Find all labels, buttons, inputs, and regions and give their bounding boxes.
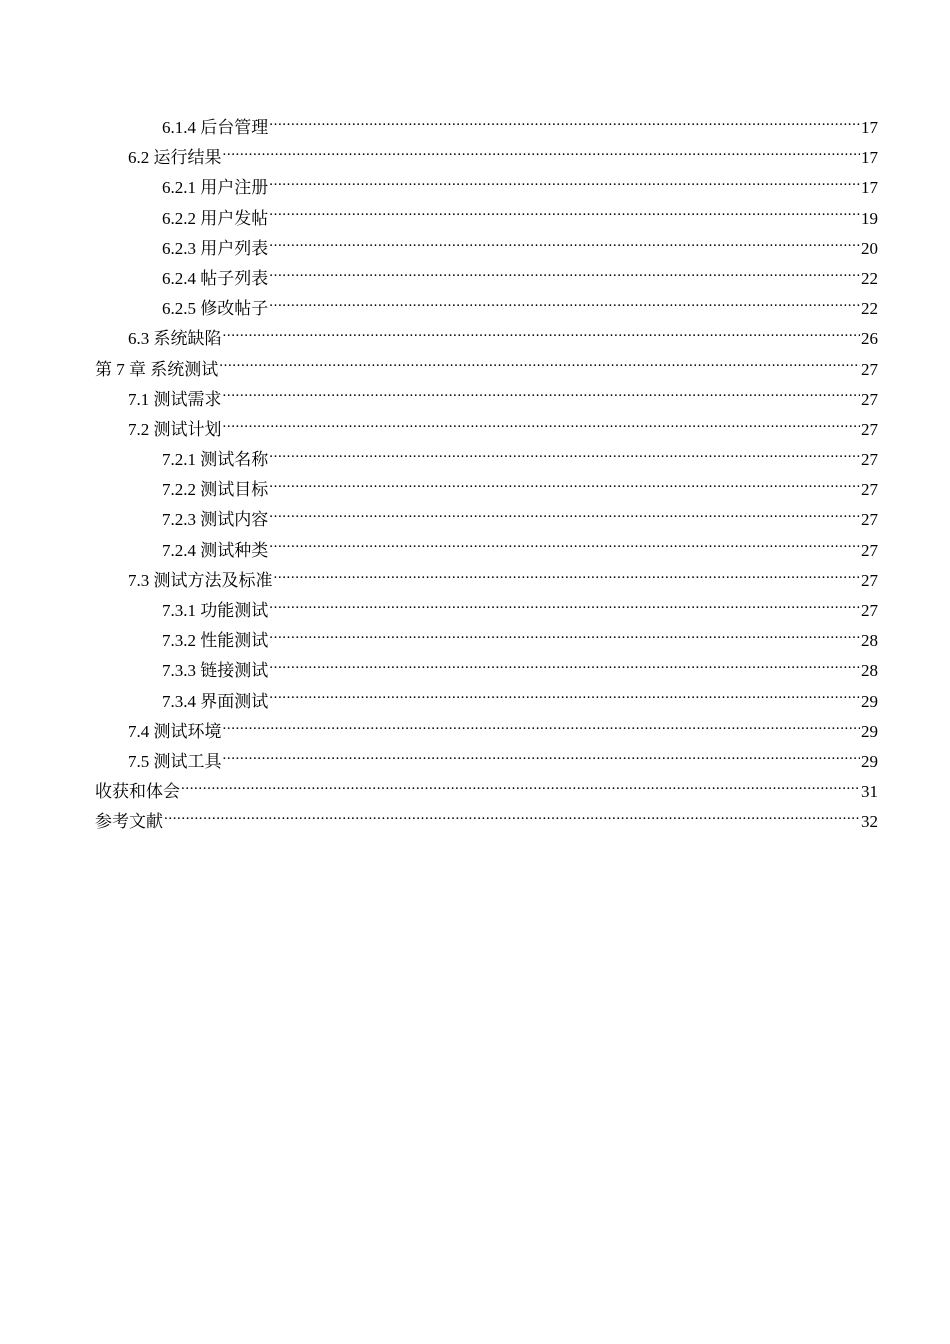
toc-entry[interactable] <box>95 566 878 596</box>
toc-entry[interactable] <box>95 234 878 264</box>
dot-leader <box>269 237 860 254</box>
toc-entry-page-number: 29 <box>861 721 878 741</box>
toc-entry-title: 6.2.1 用户注册 <box>162 178 269 198</box>
toc-entry-page-number: 27 <box>861 450 878 470</box>
toc-entry-title: 7.2 测试计划 <box>128 419 222 439</box>
toc-entry-page-number: 17 <box>861 118 878 137</box>
toc-entry[interactable] <box>95 656 878 686</box>
toc-entry-page-number: 17 <box>861 148 878 168</box>
toc-entry[interactable] <box>95 113 878 143</box>
dot-leader <box>269 267 860 284</box>
toc-entry[interactable] <box>95 385 878 415</box>
toc-entry-title: 7.1 测试需求 <box>128 389 222 409</box>
toc-entry-page-number: 27 <box>861 359 878 379</box>
toc-entry-title: 7.2.2 测试目标 <box>162 480 269 500</box>
toc-entry[interactable] <box>95 204 878 234</box>
toc-entry[interactable] <box>95 505 878 535</box>
dot-leader <box>269 448 860 465</box>
dot-leader <box>223 418 861 435</box>
toc-entry-page-number: 31 <box>861 782 878 802</box>
toc-entry-title: 7.2.4 测试种类 <box>162 540 269 560</box>
toc-entry[interactable] <box>95 143 878 173</box>
toc-entry-title: 7.3.4 界面测试 <box>162 691 269 711</box>
toc-entry-page-number: 29 <box>861 691 878 711</box>
toc-entry-page-number: 22 <box>861 299 878 319</box>
toc-entry-page-number: 19 <box>861 208 878 228</box>
toc-entry[interactable] <box>95 596 878 626</box>
toc-entry-title: 6.2.2 用户发帖 <box>162 208 269 228</box>
toc-entry-title: 收获和体会 <box>95 782 180 802</box>
toc-entry-title: 第 7 章 系统测试 <box>95 359 219 379</box>
toc-entry[interactable] <box>95 717 878 747</box>
dot-leader <box>269 659 860 676</box>
toc-entry[interactable] <box>95 687 878 717</box>
toc-entry-title: 6.1.4 后台管理 <box>162 118 269 137</box>
toc-entry-page-number: 22 <box>861 268 878 288</box>
toc-entry-page-number: 29 <box>861 751 878 771</box>
toc-entry-page-number: 27 <box>861 389 878 409</box>
toc-entry-title: 7.2.3 测试内容 <box>162 510 269 530</box>
toc-entry[interactable] <box>95 264 878 294</box>
table-of-contents <box>95 113 878 838</box>
dot-leader <box>269 478 860 495</box>
toc-entry-title: 7.5 测试工具 <box>128 751 222 771</box>
dot-leader <box>269 599 860 616</box>
toc-entry-page-number: 20 <box>861 238 878 258</box>
toc-entry-page-number: 17 <box>861 178 878 198</box>
toc-entry-page-number: 26 <box>861 329 878 349</box>
toc-entry-title: 6.3 系统缺陷 <box>128 329 222 349</box>
dot-leader <box>181 780 860 797</box>
toc-entry-title: 6.2.4 帖子列表 <box>162 268 269 288</box>
toc-entry[interactable] <box>95 324 878 354</box>
toc-entry-title: 参考文献 <box>95 812 163 832</box>
toc-entry-title: 6.2.5 修改帖子 <box>162 299 269 319</box>
dot-leader <box>269 629 860 646</box>
dot-leader <box>164 810 860 827</box>
toc-entry[interactable] <box>95 626 878 656</box>
toc-entry[interactable] <box>95 536 878 566</box>
dot-leader <box>223 146 861 163</box>
dot-leader <box>269 207 860 224</box>
toc-entry-page-number: 27 <box>861 419 878 439</box>
toc-entry-page-number: 27 <box>861 510 878 530</box>
dot-leader <box>223 327 861 344</box>
toc-entry[interactable] <box>95 777 878 807</box>
toc-entry-page-number: 28 <box>861 661 878 681</box>
dot-leader <box>223 750 861 767</box>
toc-entry-title: 7.3.3 链接测试 <box>162 661 269 681</box>
dot-leader <box>269 116 860 133</box>
toc-entry-title: 6.2 运行结果 <box>128 148 222 168</box>
dot-leader <box>223 720 861 737</box>
dot-leader <box>269 508 860 525</box>
toc-entry-page-number: 28 <box>861 631 878 651</box>
toc-entry[interactable] <box>95 294 878 324</box>
toc-entry[interactable] <box>95 173 878 203</box>
toc-entry[interactable] <box>95 415 878 445</box>
toc-entry-page-number: 27 <box>861 601 878 620</box>
toc-entry-page-number: 27 <box>861 570 878 590</box>
dot-leader <box>223 388 861 405</box>
dot-leader <box>269 176 860 193</box>
toc-entry[interactable] <box>95 355 878 385</box>
toc-entry-title: 7.3.1 功能测试 <box>162 601 269 620</box>
toc-entry-title: 6.2.3 用户列表 <box>162 238 269 258</box>
toc-entry-title: 7.4 测试环境 <box>128 721 222 741</box>
dot-leader <box>269 539 860 556</box>
toc-entry-title: 7.3.2 性能测试 <box>162 631 269 651</box>
toc-entry[interactable] <box>95 747 878 777</box>
toc-entry-page-number: 32 <box>861 812 878 832</box>
toc-entry[interactable] <box>95 445 878 475</box>
toc-entry-title: 7.2.1 测试名称 <box>162 450 269 470</box>
dot-leader <box>269 690 860 707</box>
toc-entry[interactable] <box>95 807 878 837</box>
toc-entry-page-number: 27 <box>861 480 878 500</box>
toc-entry[interactable] <box>95 475 878 505</box>
toc-entry-title: 7.3 测试方法及标准 <box>128 570 273 590</box>
dot-leader <box>274 569 861 586</box>
toc-entry-page-number: 27 <box>861 540 878 560</box>
dot-leader <box>219 358 860 375</box>
dot-leader <box>269 297 860 314</box>
